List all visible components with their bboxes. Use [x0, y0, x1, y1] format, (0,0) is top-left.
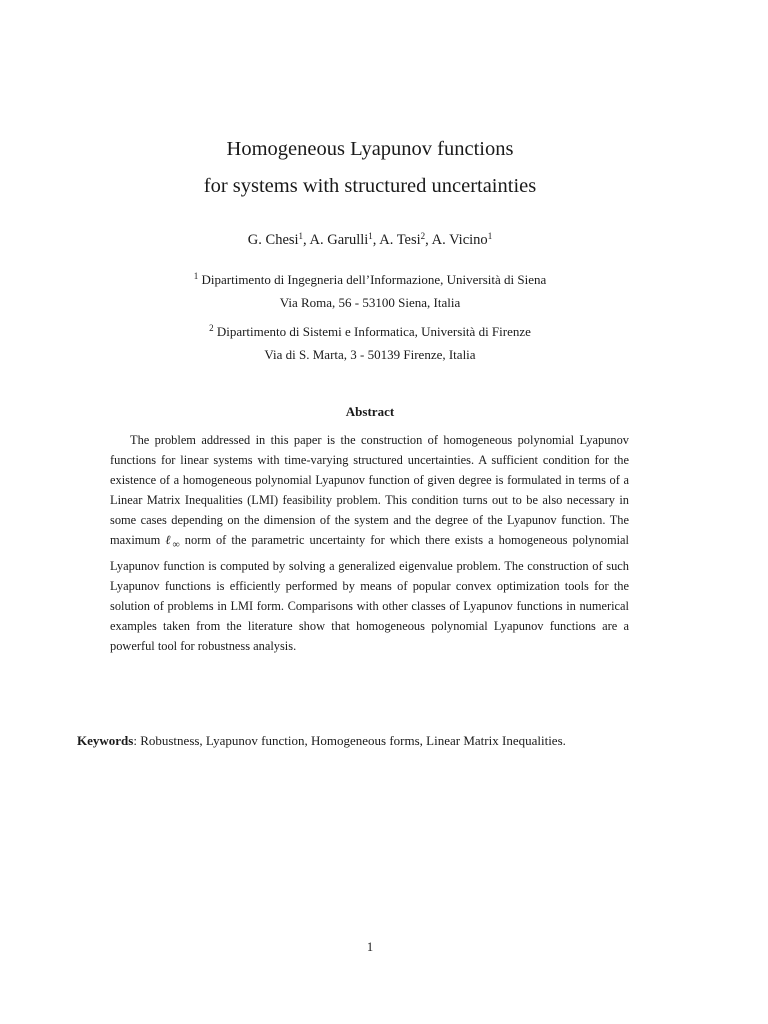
author-affiliation-mark: 2: [420, 231, 426, 241]
keywords-text: : Robustness, Lyapunov function, Homogeneous forms, Linear Matrix Inequalities.: [133, 733, 566, 748]
ell-symbol: ℓ: [165, 533, 173, 548]
author-affiliation-mark: 1: [368, 231, 373, 241]
abstract-heading: Abstract: [345, 404, 395, 419]
affiliation-2-institution: [0, 324, 740, 340]
abstract-text-part-2: norm of the parametric uncertainty for which there exists a homogeneous polynomial Lyapunov function is computed by solving a generalized eigenvalue problem. The construction of such Lyapunov functions is efficiently performed by means of popular convex optimization tools for the solution of problems in LMI form. Comparisons with other classes of Lyapunov functions in numerical examples taken from the literature show that homogeneous polynomial Lyapunov functions are a powerful tool for robustness analysis.: [110, 533, 629, 654]
infinity-subscript: ∞: [172, 539, 180, 551]
author-affiliation-mark: 1: [487, 231, 493, 241]
author-list: G. Chesi$^1$, A. Garulli$^1$, A. Tesi$^2$, A. Vicino$^1$: [247, 231, 493, 248]
keywords-line: [77, 733, 697, 749]
affiliation-1-address: Via Roma, 56 - 53100 Siena, Italia: [279, 295, 461, 310]
affiliation-mark: 2: [209, 323, 214, 333]
abstract-text-part-1: The problem addressed in this paper is the construction of homogeneous polynomial Lyapunov functions for linear systems with time-varying structured uncertainties. A sufficient condition for the existence of a homogeneous polynomial Lyapunov function of given degree is formulated in terms of a Linear Matrix Inequalities (LMI) feasibility problem. This condition turns out to be also necessary in some cases depending on the dimension of the system and the degree of the Lyapunov function. The maximum: [110, 433, 629, 548]
author-name: A. Tesi: [379, 232, 421, 248]
paper-title-line-2: for systems with structured uncertainties: [203, 175, 537, 197]
author-name: A. Vicino: [431, 232, 488, 248]
affiliation-mark: 1: [193, 271, 199, 281]
affiliation-text: Dipartimento di Ingegneria dell’Informazione, Università di Siena: [201, 272, 547, 287]
affiliation-1-institution: [0, 272, 740, 288]
author-name: G. Chesi: [247, 232, 299, 248]
keywords-label: Keywords: [77, 733, 134, 748]
author-name: A. Garulli: [309, 232, 369, 248]
abstract-body: [110, 430, 629, 657]
affiliation-text: Dipartimento di Sistemi e Informatica, Università di Firenze: [216, 324, 531, 339]
paper-title-line-1: Homogeneous Lyapunov functions: [226, 138, 514, 160]
page-number: 1: [366, 940, 374, 954]
affiliation-2-address: Via di S. Marta, 3 - 50139 Firenze, Italia: [264, 347, 476, 362]
author-affiliation-mark: 1: [298, 231, 304, 241]
